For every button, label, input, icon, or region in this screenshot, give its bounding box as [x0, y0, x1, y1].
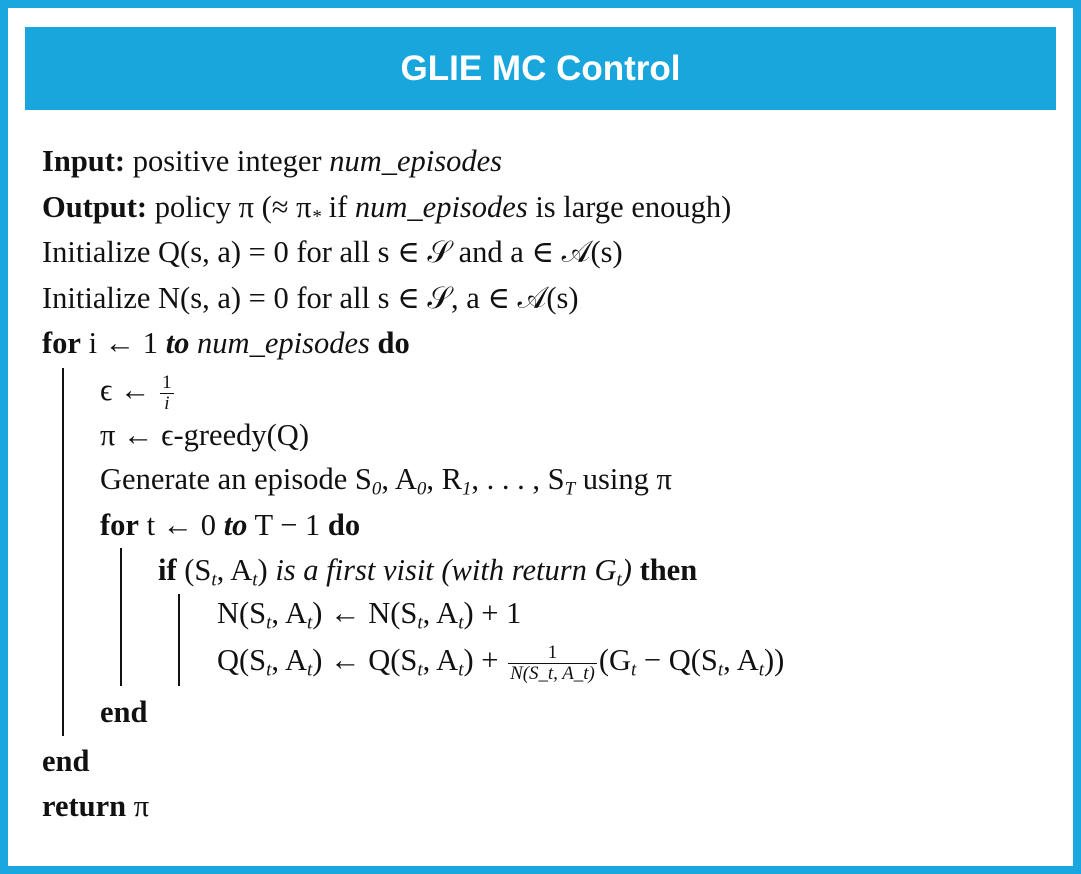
output-tail: is large enough)	[527, 190, 732, 224]
return-keyword: return	[42, 789, 127, 823]
return-line	[42, 784, 149, 828]
input-var: num_episodes	[329, 144, 503, 178]
if-cond: (S	[176, 553, 212, 587]
uq-8: , A	[723, 643, 759, 677]
un-5: ) + 1	[463, 596, 522, 630]
for-t-keyword: for	[100, 508, 139, 542]
epsilon-line	[100, 368, 176, 412]
if-sub-2: t	[252, 569, 258, 591]
uq-2: , A	[271, 643, 308, 677]
input-keyword: Input:	[42, 144, 126, 178]
un-2: , A	[271, 596, 308, 630]
output-line	[42, 185, 731, 229]
epsilon-den: i	[164, 392, 170, 414]
generate-text: Generate an episode S	[100, 462, 372, 496]
generate-episode-line	[100, 457, 672, 501]
if-a: , A	[216, 553, 253, 587]
if-block-bar	[178, 594, 180, 686]
uq-6: (G	[598, 643, 631, 677]
to-t-keyword: to	[223, 508, 248, 542]
epsilon-fraction	[160, 373, 173, 414]
uq-sg: t	[631, 659, 637, 681]
epsilon-num: 1	[162, 371, 172, 393]
un-1: N(S	[217, 596, 267, 630]
uq-4: , A	[422, 643, 459, 677]
step-num: 1	[508, 643, 597, 664]
output-text: policy π (≈ π	[154, 190, 312, 224]
if-first-visit-line	[158, 548, 697, 592]
uq-s5: t	[717, 659, 724, 681]
un-s4: t	[458, 612, 464, 634]
un-s1: t	[266, 612, 272, 634]
step-size-fraction	[508, 643, 597, 684]
for-episodes-line	[42, 321, 410, 365]
if-sub-g: t	[616, 569, 622, 591]
if-end: )	[621, 553, 632, 587]
do-t-keyword: do	[327, 508, 361, 542]
epsilon-lhs: ϵ ←	[100, 373, 159, 407]
end-inner-line: end	[100, 695, 148, 729]
update-q-line	[217, 638, 784, 682]
uq-s6: t	[758, 659, 764, 681]
if-italic: is a first visit (with return G	[275, 553, 617, 587]
sub-a0: 0	[416, 478, 427, 500]
init-q-line: Initialize Q(s, a) = 0 for all s ∈ 𝒮 and a ∈ 𝒜(s)	[42, 235, 623, 269]
generate-a: , A	[381, 462, 417, 496]
uq-1: Q(S	[217, 643, 267, 677]
input-line	[42, 139, 502, 183]
for-i-text: i ← 1	[80, 326, 166, 360]
to-keyword: to	[165, 326, 190, 360]
for-t-tail: T − 1	[247, 508, 328, 542]
output-var: num_episodes	[354, 190, 528, 224]
output-keyword: Output:	[42, 190, 148, 224]
if-sub-1: t	[211, 569, 217, 591]
generate-dots: , . . . , S	[471, 462, 565, 496]
sub-r1: 1	[461, 478, 472, 500]
generate-tail: using π	[575, 462, 672, 496]
return-value: π	[126, 789, 150, 823]
uq-s4: t	[458, 659, 464, 681]
un-s3: t	[417, 612, 423, 634]
uq-9: ))	[764, 643, 785, 677]
uq-s1: t	[266, 659, 272, 681]
if-close: )	[257, 553, 276, 587]
output-star: *	[311, 206, 321, 228]
update-n-line	[217, 591, 521, 635]
inner-loop-bar	[120, 548, 122, 686]
init-n-line: Initialize N(s, a) = 0 for all s ∈ 𝒮, a ∈ 𝒜(s)	[42, 281, 579, 315]
for-keyword: for	[42, 326, 81, 360]
if-keyword: if	[158, 553, 177, 587]
for-steps-line	[100, 503, 360, 547]
outer-loop-bar	[62, 368, 64, 736]
then-keyword: then	[631, 553, 698, 587]
uq-s2: t	[307, 659, 313, 681]
step-den: N(S_t, A_t)	[510, 662, 595, 684]
sub-sT: T	[564, 478, 576, 500]
algorithm-title: GLIE MC Control	[25, 27, 1056, 110]
for-t-text: t ← 0	[138, 508, 224, 542]
for-i-var: num_episodes	[189, 326, 378, 360]
input-text: positive integer	[132, 144, 330, 178]
uq-s3: t	[417, 659, 423, 681]
do-keyword: do	[377, 326, 410, 360]
uq-3: ) ← Q(S	[312, 643, 418, 677]
sub-s0: 0	[371, 478, 382, 500]
un-s2: t	[307, 612, 313, 634]
uq-7: − Q(S	[636, 643, 718, 677]
generate-r: , R	[426, 462, 462, 496]
end-outer-line: end	[42, 744, 90, 778]
uq-5: ) +	[463, 643, 507, 677]
output-mid: if	[320, 190, 355, 224]
policy-line: π ← ϵ-greedy(Q)	[100, 418, 309, 452]
un-4: , A	[422, 596, 459, 630]
un-3: ) ← N(S	[312, 596, 418, 630]
